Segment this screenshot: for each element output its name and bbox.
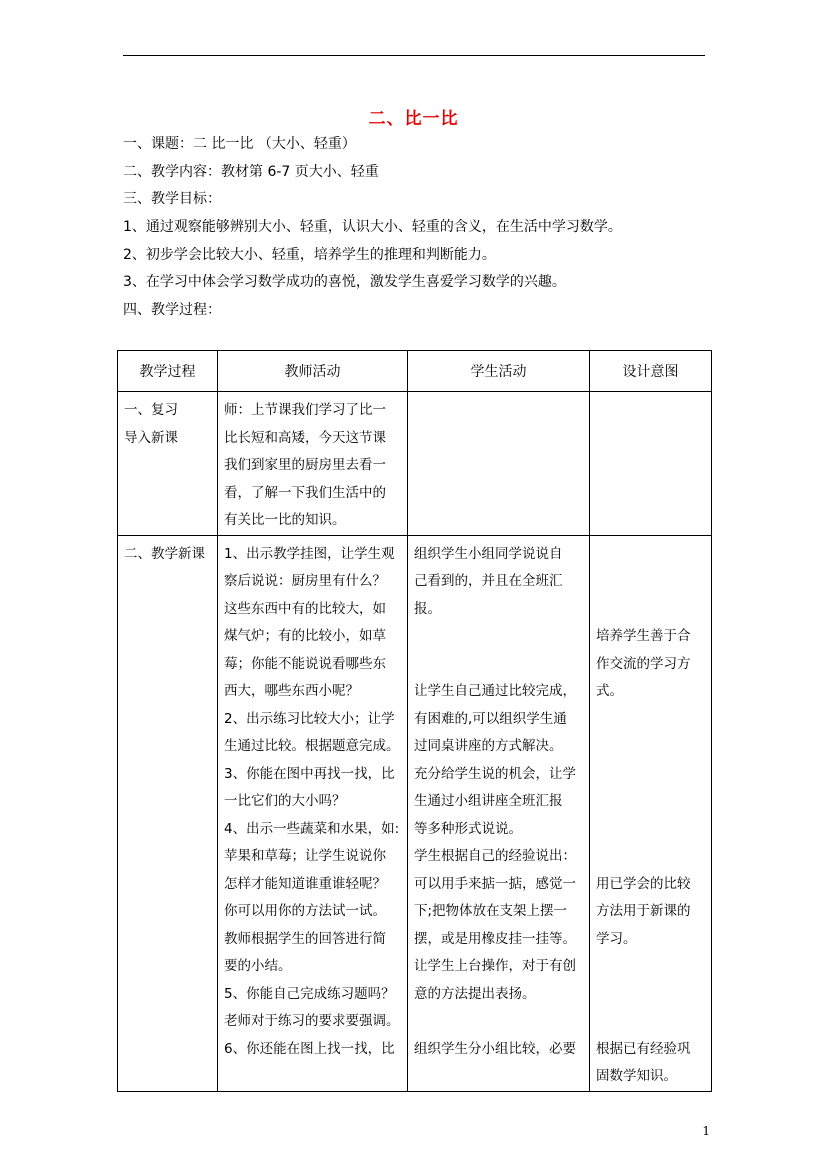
process-line: 导入新课	[124, 429, 178, 446]
teacher-line: 老师对于练习的要求要强调。	[224, 1013, 400, 1029]
teacher-line: 5、你能自己完成练习题吗？	[224, 985, 395, 1002]
design-line: 固数学知识。	[596, 1068, 677, 1084]
design-cell	[590, 535, 712, 1091]
process-cell	[118, 392, 218, 536]
teacher-cell	[218, 535, 408, 1091]
process-heading: 四、教学过程：	[123, 302, 221, 318]
student-line: 意的方法提出表扬。	[414, 985, 536, 1002]
design-line: 培养学生善于合	[596, 628, 691, 644]
teacher-line: 6、你还能在图上找一找，比	[224, 1040, 395, 1057]
process-line: 二、教学新课	[124, 545, 205, 562]
student-line: 让学生上台操作，对于有创	[414, 958, 576, 974]
teacher-line: 莓；你能不能说说看哪些东	[224, 655, 386, 672]
teacher-cell	[218, 392, 408, 536]
design-line: 式。	[596, 683, 623, 699]
teaching-process-table	[117, 350, 712, 1092]
lesson-topic: 一、课题：二 比一比 （大小、轻重）	[123, 136, 356, 152]
header-rule	[123, 55, 705, 56]
student-line: 己看到的，并且在全班汇	[414, 573, 563, 589]
design-line: 作交流的学习方	[596, 655, 691, 672]
teacher-line: 你可以用你的方法试一试。	[224, 903, 386, 919]
student-cell	[408, 392, 590, 536]
page-title: 二、比一比	[368, 109, 459, 129]
objective-3: 3、在学习中体会学习数学成功的喜悦，激发学生喜爱学习数学的兴趣。	[123, 274, 566, 290]
table-row	[118, 535, 712, 1091]
design-line: 学习。	[596, 930, 637, 947]
design-cell	[590, 392, 712, 536]
header-process: 教学过程	[118, 351, 218, 392]
student-line: 组织学生小组同学说说自	[414, 545, 563, 562]
teacher-line: 煤气炉；有的比较小，如草	[224, 628, 386, 644]
teacher-line: 察后说说：厨房里有什么？	[224, 573, 386, 589]
table-header-row	[118, 351, 712, 392]
teacher-line: 师：上节课我们学习了比一	[224, 402, 386, 418]
teacher-line: 我们到家里的厨房里去看一	[224, 457, 386, 473]
header-teacher: 教师活动	[218, 351, 408, 392]
student-line: 报。	[414, 600, 441, 617]
teacher-line: 2、出示练习比较大小；让学	[224, 710, 395, 727]
header-student: 学生活动	[408, 351, 590, 392]
teacher-line: 苹果和草莓；让学生说说你	[224, 848, 386, 864]
teacher-line: 教师根据学生的回答进行简	[224, 930, 386, 947]
teacher-line: 1、出示教学挂图，让学生观	[224, 545, 395, 562]
student-line: 过同桌讲座的方式解决。	[414, 738, 563, 754]
objectives-heading: 三、教学目标：	[123, 191, 221, 207]
lesson-content: 二、教学内容：教材第 6-7 页大小、轻重	[123, 164, 379, 180]
teacher-line: 比长短和高矮，今天这节课	[224, 429, 386, 446]
teacher-line: 有关比一比的知识。	[224, 512, 346, 528]
teacher-line: 西大，哪些东西小呢？	[224, 683, 359, 699]
teacher-line: 一比它们的大小吗？	[224, 793, 346, 809]
teacher-line: 这些东西中有的比较大，如	[224, 600, 386, 617]
student-line: 生通过小组讲座全班汇报	[414, 793, 563, 809]
process-cell	[118, 535, 218, 1091]
student-cell	[408, 535, 590, 1091]
design-line: 用已学会的比较	[596, 875, 691, 892]
teacher-line: 3、你能在图中再找一找，比	[224, 765, 395, 782]
student-line: 学生根据自己的经验说出：	[414, 848, 576, 864]
process-line: 一、复习	[124, 402, 178, 418]
table-row	[118, 392, 712, 536]
design-line: 方法用于新课的	[596, 903, 691, 919]
student-line: 充分给学生说的机会，让学	[414, 765, 576, 782]
objective-1: 1、通过观察能够辨别大小、轻重，认识大小、轻重的含义，在生活中学习数学。	[123, 219, 622, 235]
student-line: 有困难的,可以组织学生通	[414, 710, 567, 727]
teacher-line: 要的小结。	[224, 958, 292, 974]
objective-2: 2、初步学会比较大小、轻重，培养学生的推理和判断能力。	[123, 247, 496, 263]
teacher-line: 4、出示一些蔬菜和水果，如:	[224, 820, 400, 837]
student-line: 组织学生分小组比较，必要	[414, 1040, 576, 1057]
student-line: 让学生自己通过比较完成，	[414, 683, 576, 699]
teacher-line: 怎样才能知道谁重谁轻呢？	[224, 875, 386, 892]
design-line: 根据已有经验巩	[596, 1040, 691, 1057]
student-line: 摆，或是用橡皮挂一挂等。	[414, 930, 576, 947]
header-design: 设计意图	[590, 351, 712, 392]
teacher-line: 生通过比较。根据题意完成。	[224, 738, 400, 754]
student-line: 可以用手来掂一掂，感觉一	[414, 875, 576, 892]
teacher-line: 看，了解一下我们生活中的	[224, 484, 386, 501]
page-number: 1	[702, 1124, 710, 1138]
student-line: 等多种形式说说。	[414, 820, 522, 837]
student-line: 下;把物体放在支架上摆一	[414, 903, 568, 919]
